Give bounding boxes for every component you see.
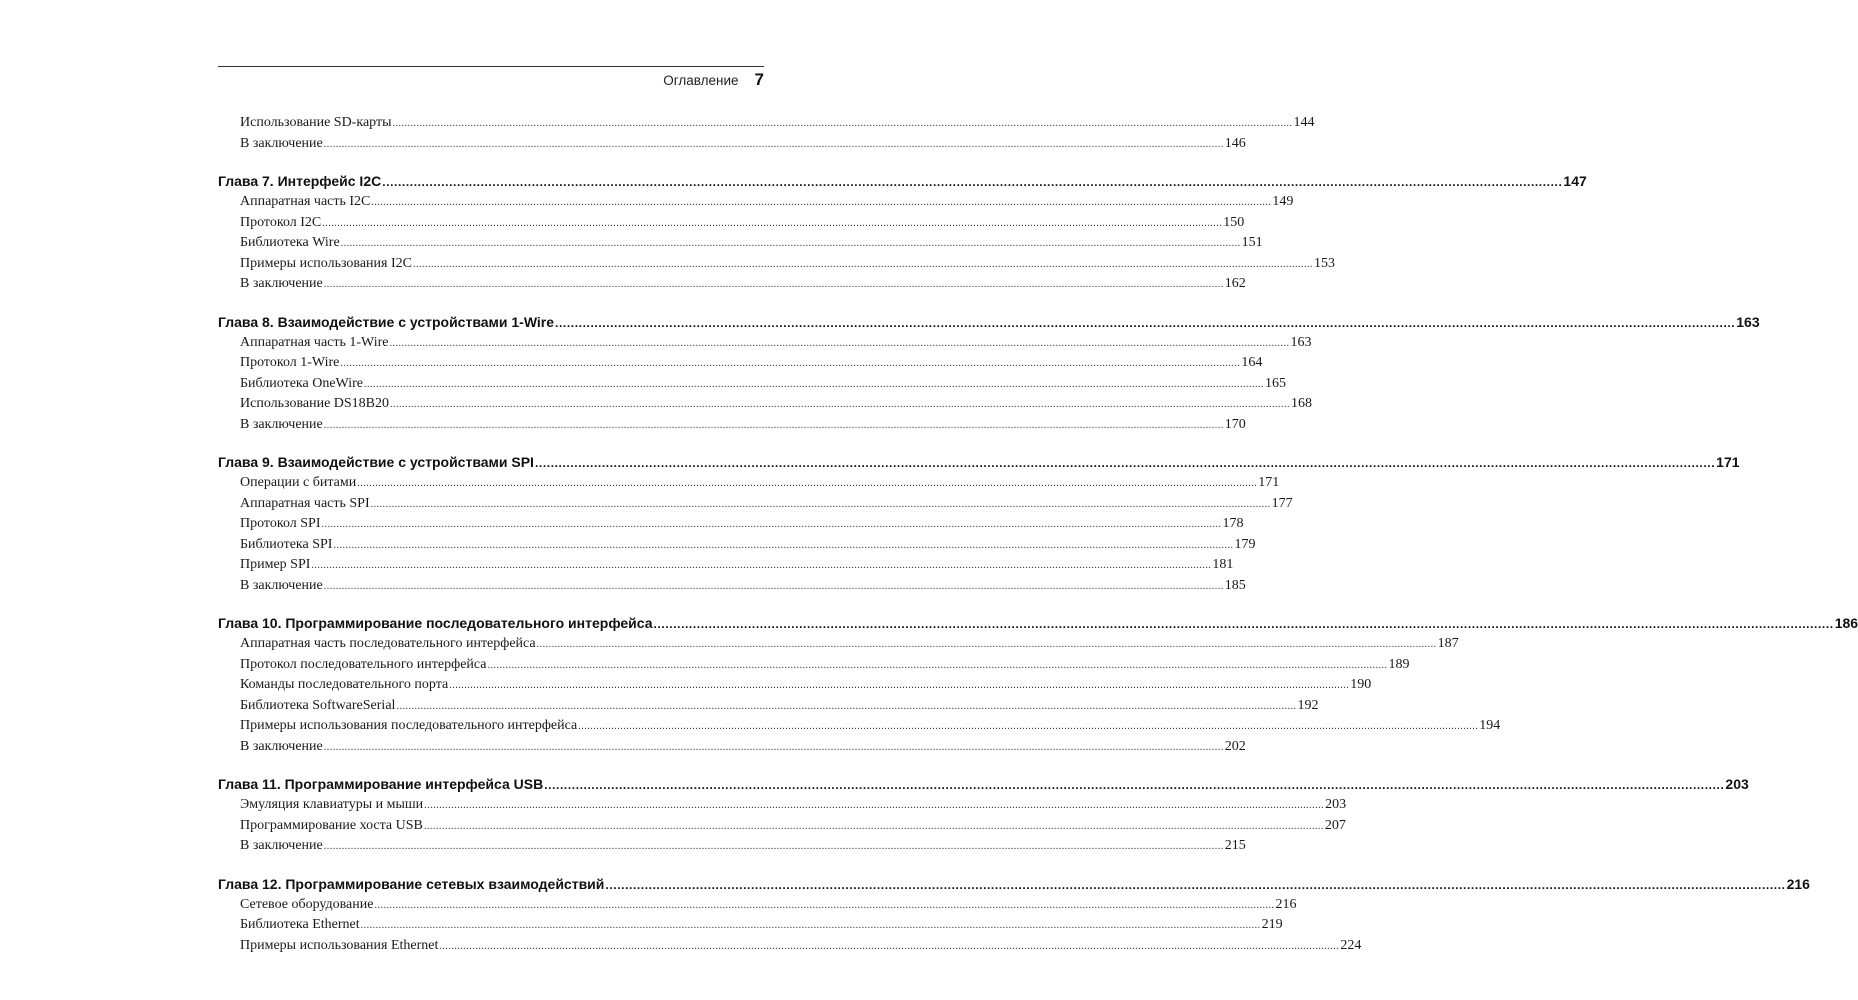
toc-section-entry[interactable] [218, 915, 1283, 936]
dot-leader: ............................................................................................................................................................................................................................................................................................................ [323, 580, 1224, 592]
toc-section-entry-label: Протокол SPI [240, 514, 321, 534]
toc-section-entry-label: Библиотека Wire [240, 233, 340, 253]
toc-section-entry-page: 171 [1258, 473, 1279, 493]
toc-section-entry-page: 151 [1242, 233, 1263, 253]
toc-section-entry[interactable] [218, 394, 1313, 415]
toc-section-entry[interactable] [218, 333, 1312, 354]
toc-section-entry-label: Библиотека SPI [240, 535, 332, 555]
toc-section-entry-page: 144 [1294, 113, 1315, 133]
toc-section-entry[interactable] [218, 737, 1246, 758]
dot-leader: ............................................................................................................................................................................................................................................................................................................ [370, 498, 1271, 510]
dot-leader: ............................................................................................................................................................................................................................................................................................................ [449, 680, 1350, 691]
toc-section-entry-page: 168 [1291, 394, 1312, 414]
toc-section-entry[interactable] [218, 535, 1256, 556]
toc-section-entry-label: Аппаратная часть 1-Wire [240, 333, 388, 353]
toc-chapter-entry-label: Глава 9. Взаимодействие с устройствами SPI [218, 454, 534, 470]
toc-section-entry-page: 179 [1234, 535, 1255, 555]
toc-section-entry-page: 164 [1241, 353, 1262, 373]
toc-chapter-entry-label: Глава 8. Взаимодействие с устройствами 1-Wire [218, 313, 555, 330]
toc-section-entry-page: 153 [1314, 254, 1335, 274]
toc-chapter-entry[interactable] [218, 171, 1587, 192]
dot-leader: ............................................................................................................................................................................................................................................................................................................ [340, 238, 1241, 249]
toc-section-entry-page: 219 [1262, 915, 1283, 935]
dot-leader: ............................................................................................................................................................................................................................................................................................................ [389, 337, 1290, 349]
toc-section-entry-page: 146 [1225, 134, 1246, 154]
toc-section-entry-page: 202 [1225, 737, 1246, 757]
toc-section-entry-page: 163 [1290, 333, 1311, 353]
toc-chapter-entry-page: 203 [1725, 776, 1749, 792]
dot-leader: ............................................................................................................................................................................................................................................................................................................ [605, 877, 1786, 892]
toc-section-entry-page: 224 [1340, 936, 1361, 956]
dot-leader: ............................................................................................................................................................................................................................................................................................................ [321, 519, 1222, 530]
toc-section-entry[interactable] [218, 353, 1263, 374]
toc-chapter-entry-page: 216 [1786, 875, 1810, 892]
toc-section-entry[interactable] [218, 374, 1286, 395]
toc-section-entry-label: Сетевое оборудование [240, 895, 373, 915]
toc-chapter-entry-label: Глава 12. Программирование сетевых взаимодействий [218, 875, 605, 892]
toc-section-entry-label: В заключение [240, 134, 323, 154]
toc-section-entry-label: Примеры использования I2C [240, 254, 412, 274]
chapter-block [218, 452, 1740, 596]
dot-leader: ............................................................................................................................................................................................................................................................................................................ [363, 378, 1264, 390]
chapter-block [218, 613, 1858, 757]
toc-section-entry[interactable] [218, 576, 1246, 597]
toc-section-entry-label: Аппаратная часть I2C [240, 192, 370, 212]
toc-chapter-entry[interactable] [218, 874, 1810, 895]
toc-section-entry-label: В заключение [240, 415, 323, 435]
toc-section-entry[interactable] [218, 213, 1245, 234]
dot-leader: ............................................................................................................................................................................................................................................................................................................ [396, 700, 1297, 712]
toc-chapter-entry-page: 186 [1834, 615, 1858, 631]
toc-section-entry-label: Примеры использования последовательного интерфейса [240, 716, 577, 736]
dot-leader: ............................................................................................................................................................................................................................................................................................................ [424, 800, 1325, 811]
dot-leader: ............................................................................................................................................................................................................................................................................................................ [357, 478, 1258, 489]
toc-section-entry[interactable] [218, 696, 1319, 717]
toc-section-entry[interactable] [218, 494, 1293, 515]
toc-section-entry[interactable] [218, 795, 1347, 816]
toc-section-entry[interactable] [218, 134, 1246, 155]
toc-section-entry-label: Библиотека SoftwareSerial [240, 696, 395, 716]
toc-section-entry-label: В заключение [240, 836, 323, 856]
toc-chapter-entry-label: Глава 7. Интерфейс I2C [218, 173, 382, 189]
dot-leader: ............................................................................................................................................................................................................................................................................................................ [382, 175, 1563, 189]
toc-section-entry-label: Программирование хоста USB [240, 816, 423, 836]
toc-chapter-entry-page: 163 [1736, 313, 1760, 330]
toc-section-entry-page: 215 [1225, 836, 1246, 856]
toc-section-entry-label: В заключение [240, 737, 323, 757]
toc-section-entry[interactable] [218, 274, 1246, 295]
header-rule [218, 66, 764, 67]
dot-leader: ............................................................................................................................................................................................................................................................................................................ [487, 659, 1388, 671]
toc-chapter-entry-page: 171 [1716, 454, 1740, 470]
dot-leader: ............................................................................................................................................................................................................................................................................................................ [544, 778, 1725, 792]
dot-leader: ............................................................................................................................................................................................................................................................................................................ [333, 539, 1234, 551]
toc-chapter-entry[interactable] [218, 774, 1749, 795]
dot-leader: ............................................................................................................................................................................................................................................................................................................ [374, 899, 1275, 911]
toc-section-entry-page: 189 [1389, 655, 1410, 675]
toc-section-entry[interactable] [218, 655, 1410, 676]
toc-section-entry-page: 216 [1275, 895, 1296, 915]
toc-section-entry-page: 192 [1297, 696, 1318, 716]
toc-intro-block [218, 113, 1315, 154]
table-of-contents [218, 113, 1858, 956]
toc-section-entry-label: Использование SD-карты [240, 113, 392, 133]
toc-section-entry-page: 190 [1350, 675, 1371, 695]
toc-section-entry[interactable] [218, 233, 1263, 254]
toc-section-entry[interactable] [218, 836, 1246, 857]
dot-leader: ............................................................................................................................................................................................................................................................................................................ [323, 279, 1224, 290]
toc-chapter-entry-label: Глава 11. Программирование интерфейса USB [218, 776, 544, 792]
toc-section-entry[interactable] [218, 675, 1372, 696]
toc-section-entry-label: В заключение [240, 576, 323, 596]
toc-chapter-entry[interactable] [218, 312, 1760, 333]
toc-section-entry-page: 207 [1325, 816, 1346, 836]
toc-section-entry-label: Операции с битами [240, 473, 356, 493]
dot-leader: ............................................................................................................................................................................................................................................................................................................ [390, 399, 1291, 410]
toc-section-entry[interactable] [218, 254, 1335, 275]
chapter-block [218, 774, 1749, 857]
toc-section-entry-page: 170 [1225, 415, 1246, 435]
chapter-block [218, 171, 1587, 295]
dot-leader: ............................................................................................................................................................................................................................................................................................................ [371, 197, 1272, 208]
toc-section-entry[interactable] [218, 113, 1315, 134]
toc-section-entry-page: 150 [1223, 213, 1244, 233]
toc-section-entry-label: Эмуляция клавиатуры и мыши [240, 795, 423, 815]
dot-leader: ............................................................................................................................................................................................................................................................................................................ [360, 920, 1261, 931]
dot-leader: ............................................................................................................................................................................................................................................................................................................ [534, 456, 1716, 470]
dot-leader: ............................................................................................................................................................................................................................................................................................................ [392, 118, 1293, 129]
toc-section-entry[interactable] [218, 514, 1244, 535]
toc-section-entry-page: 177 [1272, 494, 1293, 514]
dot-leader: ............................................................................................................................................................................................................................................................................................................ [423, 820, 1324, 832]
toc-section-entry[interactable] [218, 555, 1234, 576]
page-number: 7 [754, 70, 764, 89]
toc-chapter-entry-page: 147 [1563, 173, 1587, 189]
toc-section-entry[interactable] [218, 415, 1246, 436]
toc-section-entry[interactable] [218, 936, 1362, 957]
toc-section-entry-label: Пример SPI [240, 555, 310, 575]
toc-section-entry-label: Библиотека Ethernet [240, 915, 360, 935]
dot-leader: ............................................................................................................................................................................................................................................................................................................ [323, 138, 1224, 150]
chapter-block [218, 874, 1810, 957]
toc-section-entry-label: Команды последовательного порта [240, 675, 448, 695]
dot-leader: ............................................................................................................................................................................................................................................................................................................ [412, 258, 1313, 270]
dot-leader: ............................................................................................................................................................................................................................................................................................................ [653, 617, 1834, 631]
toc-section-entry-label: Протокол последовательного интерфейса [240, 655, 487, 675]
toc-section-entry-page: 203 [1325, 795, 1346, 815]
dot-leader: ............................................................................................................................................................................................................................................................................................................ [322, 217, 1223, 229]
toc-section-entry-page: 178 [1223, 514, 1244, 534]
toc-section-entry[interactable] [218, 473, 1280, 494]
toc-section-entry-label: В заключение [240, 274, 323, 294]
toc-section-entry-label: Протокол 1-Wire [240, 353, 339, 373]
toc-chapter-entry[interactable] [218, 613, 1858, 634]
toc-section-entry-label: Аппаратная часть последовательного интерфейса [240, 634, 536, 654]
toc-section-entry-page: 181 [1212, 555, 1233, 575]
toc-section-entry-label: Примеры использования Ethernet [240, 936, 438, 956]
running-head [218, 70, 764, 90]
dot-leader: ............................................................................................................................................................................................................................................................................................................ [323, 419, 1224, 431]
dot-leader: ............................................................................................................................................................................................................................................................................................................ [323, 741, 1224, 753]
dot-leader: ............................................................................................................................................................................................................................................................................................................ [340, 358, 1241, 369]
toc-section-entry-label: Использование DS18B20 [240, 394, 389, 414]
dot-leader: ............................................................................................................................................................................................................................................................................................................ [323, 841, 1224, 852]
toc-section-entry-label: Библиотека OneWire [240, 374, 363, 394]
chapter-block [218, 312, 1760, 436]
toc-section-entry[interactable] [218, 895, 1297, 916]
toc-section-entry-page: 187 [1438, 634, 1459, 654]
toc-section-entry-page: 149 [1272, 192, 1293, 212]
dot-leader: ............................................................................................................................................................................................................................................................................................................ [555, 315, 1736, 330]
toc-section-entry[interactable] [218, 634, 1459, 655]
dot-leader: ............................................................................................................................................................................................................................................................................................................ [578, 721, 1479, 732]
toc-section-entry[interactable] [218, 716, 1501, 737]
toc-chapter-entry[interactable] [218, 452, 1740, 473]
toc-section-entry[interactable] [218, 192, 1294, 213]
running-head-title: Оглавление [663, 73, 739, 88]
dot-leader: ............................................................................................................................................................................................................................................................................................................ [439, 940, 1340, 952]
toc-section-entry-label: Протокол I2C [240, 213, 321, 233]
toc-section-entry-page: 165 [1265, 374, 1286, 394]
dot-leader: ............................................................................................................................................................................................................................................................................................................ [311, 560, 1212, 571]
toc-section-entry-page: 194 [1479, 716, 1500, 736]
dot-leader: ............................................................................................................................................................................................................................................................................................................ [536, 639, 1437, 650]
toc-section-entry-label: Аппаратная часть SPI [240, 494, 370, 514]
toc-section-entry-page: 162 [1225, 274, 1246, 294]
toc-chapter-entry-label: Глава 10. Программирование последовательного интерфейса [218, 615, 653, 631]
toc-section-entry[interactable] [218, 816, 1346, 837]
toc-section-entry-page: 185 [1225, 576, 1246, 596]
